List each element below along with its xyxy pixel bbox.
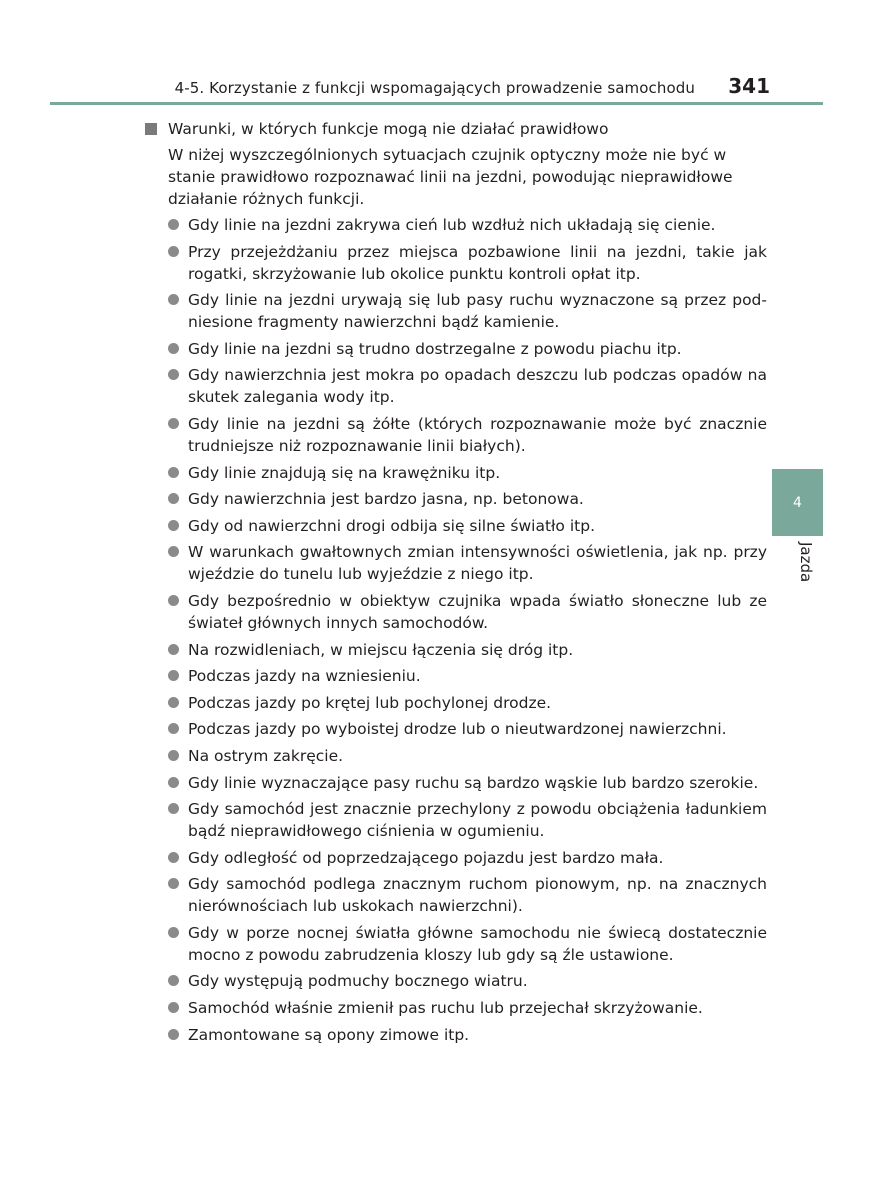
list-item xyxy=(145,413,767,457)
bullet-icon xyxy=(168,520,179,531)
chapter-tab xyxy=(772,469,823,536)
list-item xyxy=(145,922,767,966)
bullet-icon xyxy=(168,777,179,788)
square-marker-icon xyxy=(145,123,157,135)
bullet-icon xyxy=(168,294,179,305)
list-item-text: Gdy linie wyznaczające pasy ruchu są bardzo wąskie lub bardzo szerokie. xyxy=(188,773,759,792)
list-item-text: Gdy linie znajdują się na krawężniku itp. xyxy=(188,463,501,482)
main-content xyxy=(145,116,767,1050)
chapter-title: 4-5. Korzystanie z funkcji wspomagających prowadzenie samochodu xyxy=(174,79,695,97)
bullet-icon xyxy=(168,493,179,504)
bullet-icon xyxy=(168,246,179,257)
conditions-list xyxy=(145,214,767,1046)
bullet-icon xyxy=(168,1029,179,1040)
bullet-icon xyxy=(168,670,179,681)
list-item-text: Gdy nawierzchnia jest mokra po opadach deszczu lub podczas opadów na skutek zalegania wody itp. xyxy=(188,366,767,407)
list-item xyxy=(145,338,767,360)
list-item-text: Gdy występują podmuchy bocznego wiatru. xyxy=(188,972,528,991)
section-heading xyxy=(145,116,767,142)
bullet-icon xyxy=(168,546,179,557)
list-item-text: Gdy linie na jezdni urywają się lub pasy ruchu wyznaczone są przez podniesione fragmenty nawierzchni bądź kamienie. xyxy=(188,291,767,332)
bullet-icon xyxy=(168,219,179,230)
bullet-icon xyxy=(168,803,179,814)
list-item xyxy=(145,590,767,634)
list-item xyxy=(145,772,767,794)
list-item xyxy=(145,997,767,1019)
bullet-icon xyxy=(168,697,179,708)
list-item-text: Gdy nawierzchnia jest bardzo jasna, np. betonowa. xyxy=(188,490,584,509)
chapter-tab-number: 4 xyxy=(793,495,802,511)
list-item-text: Gdy w porze nocnej światła główne samochodu nie świecą dostatecznie mocno z powodu zabrudzenia kloszy lub gdy są źle ustawione. xyxy=(188,923,767,964)
list-item xyxy=(145,1024,767,1046)
list-item-text: Na rozwidleniach, w miejscu łączenia się dróg itp. xyxy=(188,640,574,659)
list-item xyxy=(145,873,767,917)
list-item xyxy=(145,798,767,842)
bullet-icon xyxy=(168,878,179,889)
list-item xyxy=(145,745,767,767)
list-item xyxy=(145,462,767,484)
list-item xyxy=(145,241,767,285)
page-header xyxy=(50,74,770,102)
intro-paragraph: W niżej wyszczególnionych sytuacjach czujnik optyczny może nie być w stanie prawidłowo rozpoznawać linii na jezdni, powodując nieprawidłowe działanie różnych funkcji. xyxy=(168,146,733,208)
bullet-icon xyxy=(168,1002,179,1013)
section-heading-text: Warunki, w których funkcje mogą nie działać prawidłowo xyxy=(168,120,609,138)
list-item-text: Gdy samochód jest znacznie przechylony z powodu obciążenia ładunkiem bądź nieprawidłowego ciśnienia w ogumieniu. xyxy=(188,800,767,841)
list-item-text: Przy przejeżdżaniu przez miejsca pozbawione linii na jezdni, takie jak rogatki, skrzyżowanie lub okolice punktu kontroli opłat itp. xyxy=(188,242,767,283)
list-item-text: Podczas jazdy po krętej lub pochylonej drodze. xyxy=(188,693,552,712)
list-item-text: Gdy linie na jezdni są trudno dostrzegalne z powodu piachu itp. xyxy=(188,339,682,358)
list-item xyxy=(145,515,767,537)
list-item-text: Gdy od nawierzchni drogi odbija się silne światło itp. xyxy=(188,516,595,535)
list-item-text: W warunkach gwałtownych zmian intensywności oświetlenia, jak np. przy wjeździe do tunelu lub wyjeździe z niego itp. xyxy=(188,543,767,584)
list-item xyxy=(145,639,767,661)
bullet-icon xyxy=(168,343,179,354)
list-item xyxy=(145,665,767,687)
bullet-icon xyxy=(168,467,179,478)
list-item-text: Na ostrym zakręcie. xyxy=(188,746,344,765)
bullet-icon xyxy=(168,644,179,655)
list-item-text: Gdy linie na jezdni są żółte (których rozpoznawanie może być znacznie trudniejsze niż rozpoznawanie linii białych). xyxy=(188,414,767,455)
bullet-icon xyxy=(168,750,179,761)
list-item-text: Gdy odległość od poprzedzającego pojazdu jest bardzo mała. xyxy=(188,848,664,867)
bullet-icon xyxy=(168,369,179,380)
list-item xyxy=(145,541,767,585)
list-item xyxy=(145,214,767,236)
page-number: 341 xyxy=(728,74,770,98)
list-item-text: Gdy bezpośrednio w obiektyw czujnika wpada światło słoneczne lub ze świateł głównych innych samochodów. xyxy=(188,591,767,632)
list-item-text: Samochód właśnie zmienił pas ruchu lub przejechał skrzyżowanie. xyxy=(188,999,703,1018)
bullet-icon xyxy=(168,975,179,986)
bullet-icon xyxy=(168,418,179,429)
list-item-text: Zamontowane są opony zimowe itp. xyxy=(188,1025,470,1044)
header-divider xyxy=(50,102,823,105)
list-item xyxy=(145,692,767,714)
bullet-icon xyxy=(168,723,179,734)
list-item-text: Podczas jazdy po wyboistej drodze lub o nieutwardzonej nawierzchni. xyxy=(188,720,727,739)
bullet-icon xyxy=(168,927,179,938)
list-item xyxy=(145,847,767,869)
list-item xyxy=(145,364,767,408)
bullet-icon xyxy=(168,595,179,606)
list-item xyxy=(145,488,767,510)
list-item-text: Gdy samochód podlega znacznym ruchom pionowym, np. na znacznych nierównościach lub uskokach nawierzchni). xyxy=(188,875,767,916)
list-item xyxy=(145,970,767,992)
list-item xyxy=(145,718,767,740)
list-item xyxy=(145,289,767,333)
chapter-tab-label: Jazda xyxy=(797,542,815,583)
bullet-icon xyxy=(168,852,179,863)
list-item-text: Gdy linie na jezdni zakrywa cień lub wzdłuż nich układają się cienie. xyxy=(188,216,716,234)
list-item-text: Podczas jazdy na wzniesieniu. xyxy=(188,667,421,686)
